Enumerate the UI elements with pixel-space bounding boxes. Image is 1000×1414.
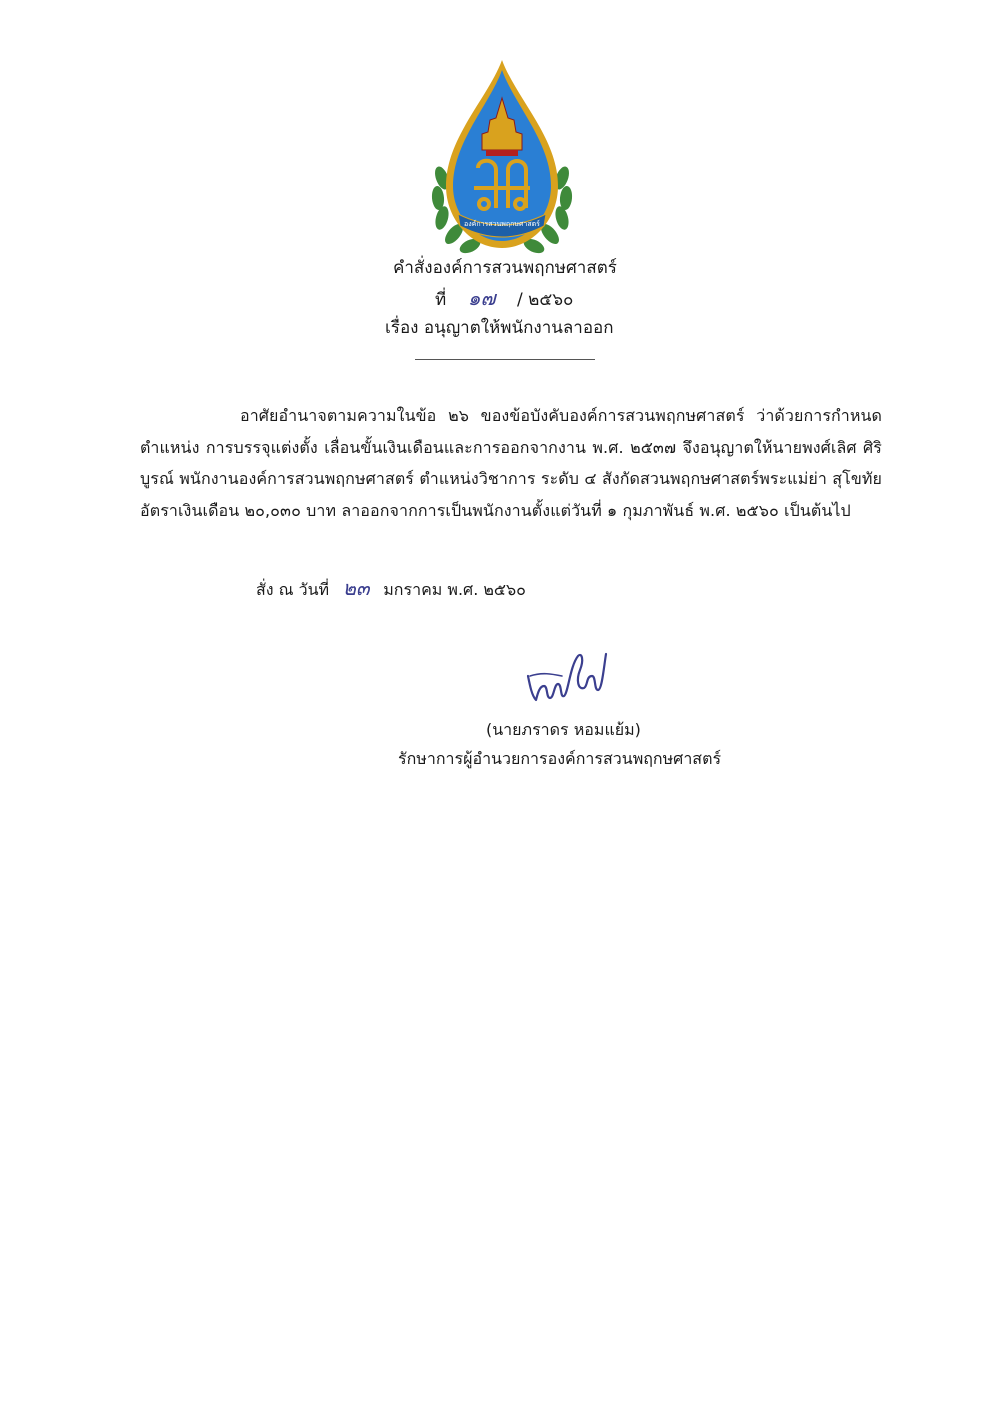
signatory-name: (นายภราดร หอมแย้ม)	[486, 720, 641, 739]
order-number-prefix: ที่	[435, 290, 447, 310]
signatory-title: รักษาการผู้อำนวยการองค์การสวนพฤกษศาสตร์	[398, 749, 722, 768]
order-body-paragraph: อาศัยอำนาจตามความในข้อ ๒๖ ของข้อบังคับองค์การสวนพฤกษศาสตร์ ว่าด้วยการกำหนดตำแหน่ง การบรรจุแต่งตั้ง เลื่อนขั้นเงินเดือนและการออกจากงาน พ.ศ. ๒๕๓๗ จึงอนุญาตให้นายพงศ์เลิศ ศิริบูรณ์ พนักงานองค์การสวนพฤกษศาสตร์ ตำแหน่งวิชาการ ระดับ ๔ สังกัดสวนพฤกษศาสตร์พระแม่ย่า สุโขทัย อัตราเงินเดือน ๒๐,๐๓๐ บาท ลาออกจากการเป็นพนักงานตั้งแต่วันที่ ๑ กุมภาพันธ์ พ.ศ. ๒๕๖๐ เป็นต้นไป	[140, 406, 882, 520]
organization-emblem	[428, 58, 576, 256]
order-date-day-handwritten: ๒๓	[342, 576, 370, 600]
order-number	[435, 284, 573, 314]
order-date	[256, 574, 526, 604]
order-date-prefix: สั่ง ณ วันที่	[256, 580, 330, 599]
handwritten-signature	[522, 646, 612, 708]
order-date-month-year: มกราคม พ.ศ. ๒๕๖๐	[383, 580, 526, 599]
subject-text: อนุญาตให้พนักงานลาออก	[423, 318, 614, 338]
order-title: คำสั่งองค์การสวนพฤกษศาสตร์	[393, 258, 617, 278]
order-subject	[385, 314, 614, 342]
subject-label: เรื่อง	[385, 318, 419, 338]
order-number-suffix: / ๒๕๖๐	[517, 290, 574, 310]
header-divider	[415, 359, 595, 360]
emblem-ribbon-text: องค์การสวนพฤกษศาสตร์	[464, 220, 540, 228]
order-number-handwritten: ๑๗	[467, 286, 496, 310]
